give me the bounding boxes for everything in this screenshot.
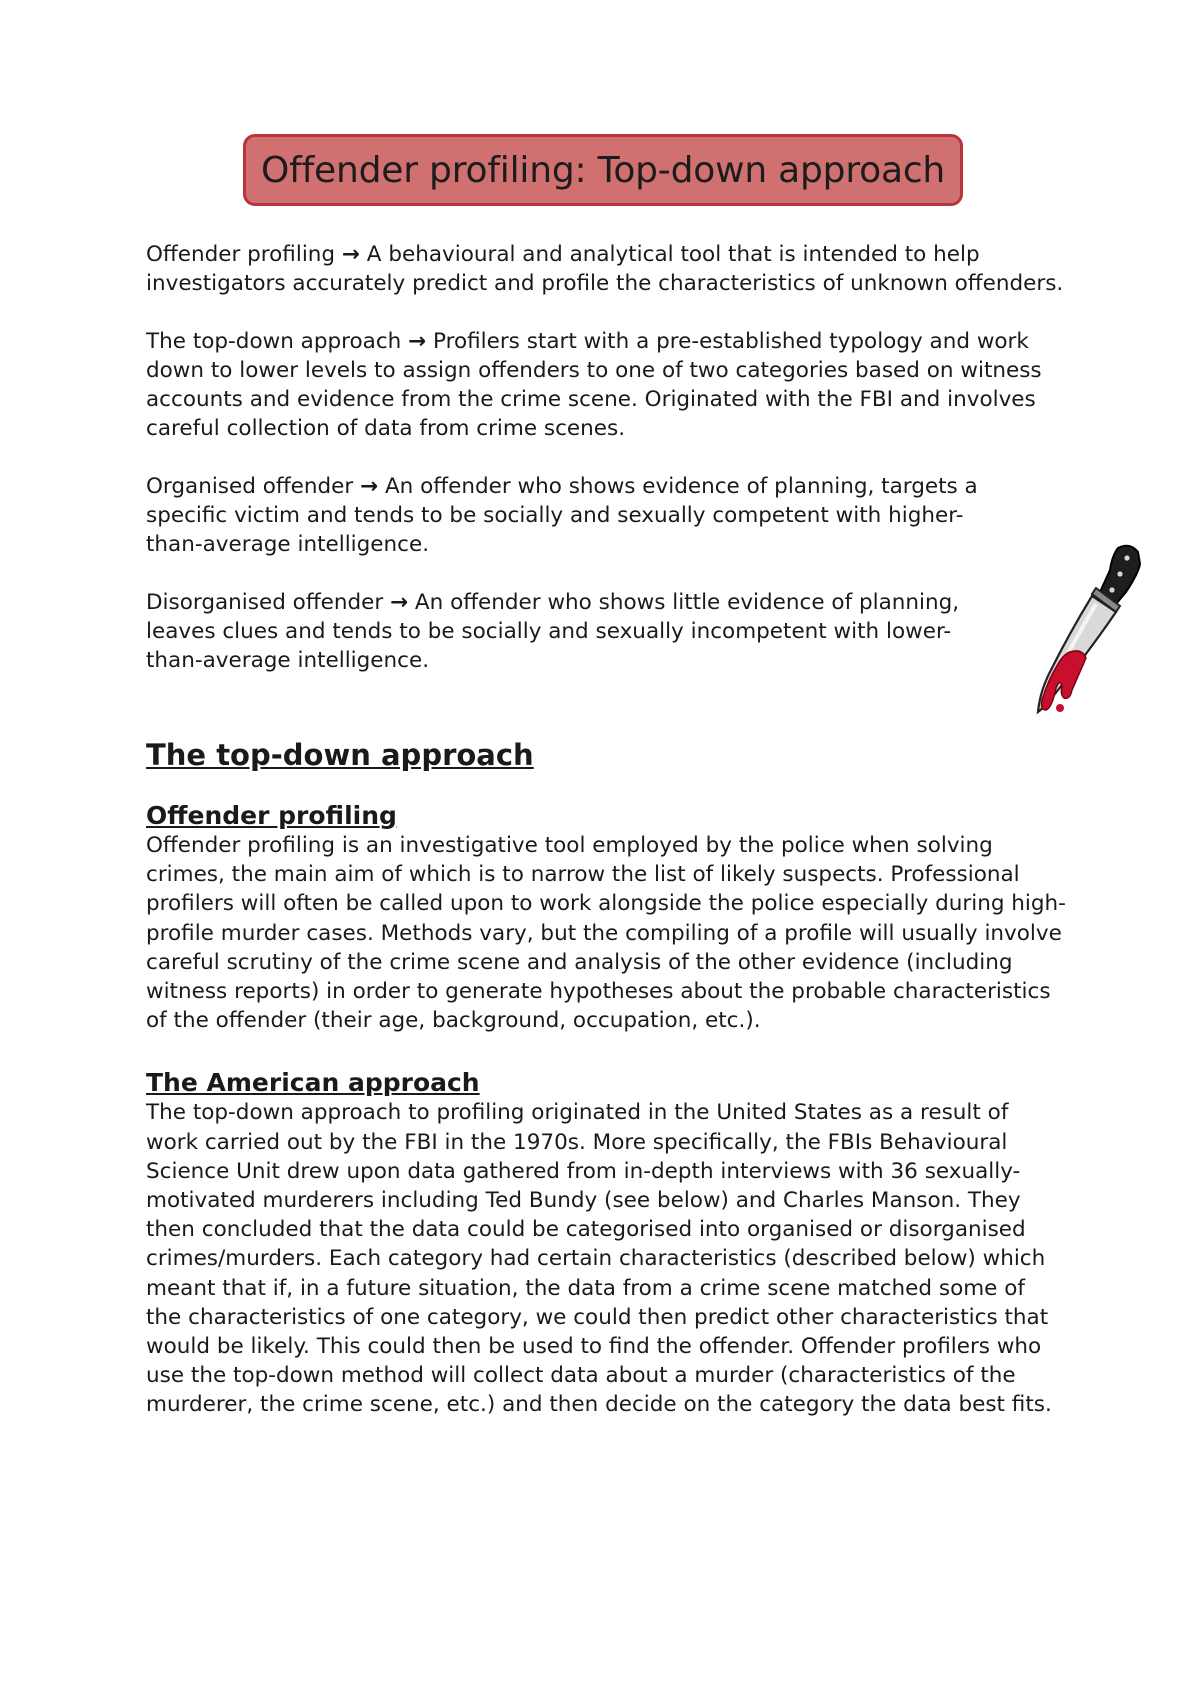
bloody-knife-icon [1030, 540, 1150, 720]
definition-offender-profiling [146, 240, 1066, 298]
subsection-heading-american-approach: The American approach [146, 1068, 480, 1098]
title-banner [243, 134, 963, 206]
definition-term: The top-down approach [146, 329, 402, 354]
document-content [146, 240, 1066, 1420]
definition-text: A behavioural and analytical tool that is intended to help investigators accurately predict and profile the characteristics of unknown offenders. [146, 242, 1064, 296]
page-title: Offender profiling: Top-down approach [260, 149, 946, 191]
paragraph-offender-profiling: Offender profiling is an investigative tool employed by the police when solving crimes, the main aim of which is to narrow the list of likely suspects. Professional profilers will often be called upon to work alongside the police especially during high-profile murder cases. Methods vary, but the compiling of a profile will usually involve careful scrutiny of the crime scene and analysis of the other evidence (including witness reports) in order to generate hypotheses about the probable characteristics of the offender (their age, background, occupation, etc.). [146, 833, 1066, 1034]
definition-text: An offender who shows little evidence of planning, leaves clues and tends to be socially and sexually incompetent with lower-than-average intelligence. [146, 590, 960, 673]
definition-organised-offender [146, 472, 996, 559]
subsection-heading-offender-profiling: Offender profiling [146, 801, 397, 830]
definition-term: Organised offender [146, 474, 354, 499]
definition-top-down-approach [146, 327, 1066, 443]
arrow-icon: → [390, 590, 409, 615]
arrow-icon: → [360, 474, 379, 499]
paragraph-american-approach: The top-down approach to profiling originated in the United States as a result of work carried out by the FBI in the 1970s. More specifically, the FBIs Behavioural Science Unit drew upon data gathered from in-depth interviews with 36 sexually-motivated murderers including Ted Bundy (see below) and Charles Manson. They then concluded that the data could be categorised into organised or disorganised crimes/murders. Each category had certain characteristics (described below) which meant that if, in a future situation, the data from a crime scene matched some of the characteristics of one category, we could then predict other characteristics that would be likely. This could then be used to find the offender. Offender profilers who use the top-down method will collect data about a murder (characteristics of the murderer, the crime scene, etc.) and then decide on the category the data best fits. [146, 1100, 1052, 1418]
definition-text: Profilers start with a pre-established typology and work down to lower levels to assign offenders to one of two categories based on witness accounts and evidence from the crime scene. Originated with the FBI and involves careful collection of data from crime scenes. [146, 329, 1042, 441]
section-heading: The top-down approach [146, 738, 534, 772]
definition-text: An offender who shows evidence of planning, targets a specific victim and tends to be socially and sexually competent with higher-than-average intelligence. [146, 474, 978, 557]
definition-disorganised-offender [146, 588, 996, 675]
arrow-icon: → [408, 329, 427, 354]
arrow-icon: → [341, 242, 360, 267]
definition-term: Disorganised offender [146, 590, 384, 615]
definition-term: Offender profiling [146, 242, 336, 267]
